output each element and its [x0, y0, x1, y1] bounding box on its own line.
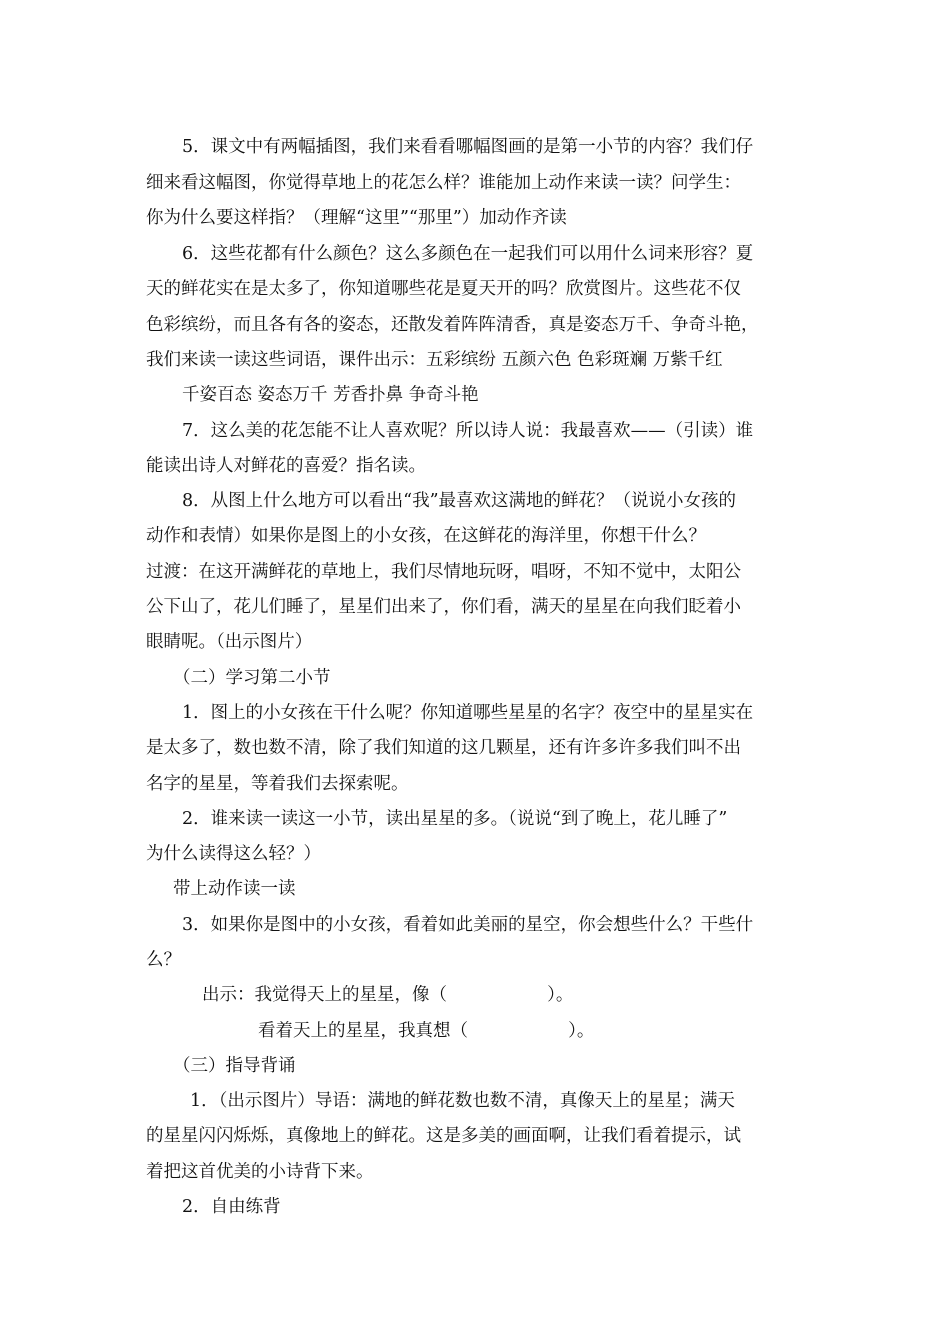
text-line: 是太多了，数也数不清，除了我们知道的这几颗星，还有许多许多我们叫不出 [146, 738, 741, 758]
text-line: 过渡：在这开满鲜花的草地上，我们尽情地玩呀，唱呀，不知不觉中，太阳公 [146, 562, 741, 582]
text-line: 天的鲜花实在是太多了，你知道哪些花是夏天开的吗？欣赏图片。这些花不仅 [146, 279, 741, 299]
text-line: 细来看这幅图，你觉得草地上的花怎么样？谁能加上动作来读一读？问学生： [146, 173, 741, 193]
text-line: 6．这些花都有什么颜色？这么多颜色在一起我们可以用什么词来形容？夏 [182, 244, 754, 264]
text-line: 动作和表情）如果你是图上的小女孩，在这鲜花的海洋里，你想干什么？ [146, 526, 706, 546]
text-line: 你为什么要这样指？（理解“这里”“那里”）加动作齐读 [146, 208, 567, 228]
text-line: 的星星闪闪烁烁，真像地上的鲜花。这是多美的画面啊，让我们看着提示，试 [146, 1126, 741, 1146]
text-line: 公下山了，花儿们睡了，星星们出来了，你们看，满天的星星在向我们眨着小 [146, 597, 741, 617]
text-line: 8．从图上什么地方可以看出“我”最喜欢这满地的鲜花？（说说小女孩的 [182, 491, 737, 511]
text-line: 5．课文中有两幅插图，我们来看看哪幅图画的是第一小节的内容？我们仔 [182, 137, 754, 157]
text-line: 2．自由练背 [182, 1197, 281, 1217]
text-line: 2．谁来读一读这一小节，读出星星的多。（说说“到了晚上，花儿睡了” [182, 809, 728, 829]
text-line: 我们来读一读这些词语，课件出示：五彩缤纷 五颜六色 色彩斑斓 万紫千红 [146, 350, 723, 370]
text-line: 着把这首优美的小诗背下来。 [146, 1162, 374, 1182]
text-line: 色彩缤纷，而且各有各的姿态，还散发着阵阵清香，真是姿态万千、争奇斗艳， [146, 315, 759, 335]
fill-in-prompt: 出示：我觉得天上的星星，像（ ）。 [202, 985, 574, 1005]
text-line: 3．如果你是图中的小女孩，看着如此美丽的星空，你会想些什么？干些什 [182, 915, 754, 935]
text-line: 带上动作读一读 [173, 879, 296, 899]
text-line: 名字的星星，等着我们去探索呢。 [146, 774, 409, 794]
text-line: 千姿百态 姿态万千 芳香扑鼻 争奇斗艳 [182, 385, 479, 405]
section-heading: （二）学习第二小节 [173, 668, 331, 688]
fill-in-prompt: 看着天上的星星，我真想（ ）。 [258, 1021, 595, 1041]
text-line: 7．这么美的花怎能不让人喜欢呢？所以诗人说：我最喜欢——（引读）谁 [182, 421, 754, 441]
text-line: 眼睛呢。（出示图片） [146, 632, 313, 652]
text-line: 1．图上的小女孩在干什么呢？你知道哪些星星的名字？夜空中的星星实在 [182, 703, 754, 723]
text-line: 么？ [146, 950, 181, 970]
section-heading: （三）指导背诵 [173, 1056, 296, 1076]
text-line: 能读出诗人对鲜花的喜爱？指名读。 [146, 456, 426, 476]
text-line: 为什么读得这么轻？） [146, 844, 321, 864]
text-line: 1．（出示图片）导语：满地的鲜花数也数不清，真像天上的星星；满天 [190, 1091, 735, 1111]
